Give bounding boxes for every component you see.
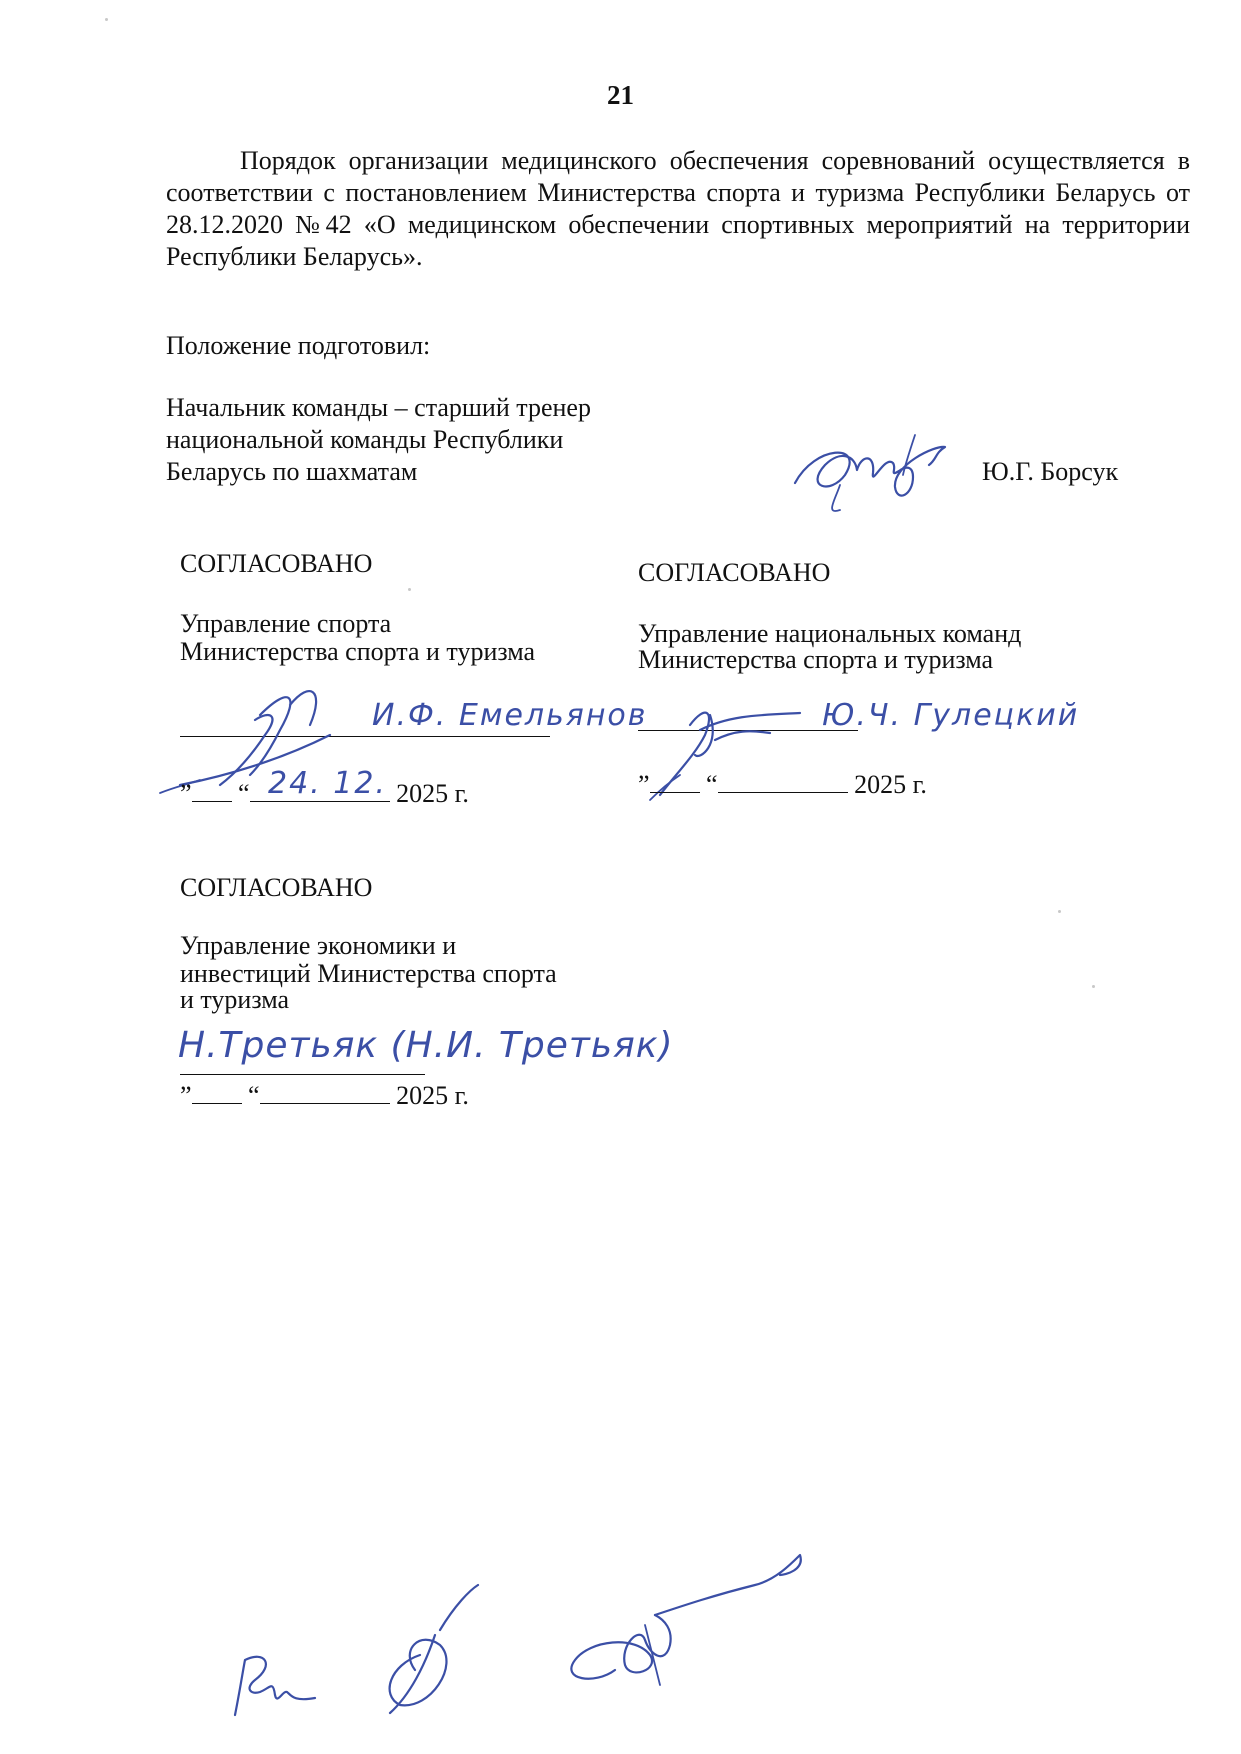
approval-2-label: СОГЛАСОВАНО <box>638 558 831 587</box>
scan-speck <box>105 18 108 21</box>
approval-3-org-line-2: инвестиций Министерства спорта <box>180 959 557 988</box>
prepared-position-line-3: Беларусь по шахматам <box>166 457 418 486</box>
approval-2-handwritten-name: Ю.Ч. Гулецкий <box>822 698 1080 733</box>
approval-1-label: СОГЛАСОВАНО <box>180 549 373 578</box>
prepared-position-line-1: Начальник команды – старший тренер <box>166 393 591 422</box>
approval-1-year: 2025 г. <box>396 779 469 808</box>
approval-3-year: 2025 г. <box>396 1081 469 1110</box>
scan-speck <box>1058 910 1061 913</box>
borsuk-signature <box>785 425 955 515</box>
approval-3-quote-close: “ <box>248 1081 260 1110</box>
intro-paragraph: Порядок организации медицинского обеспечения соревнований осуществляется в соответствии с постановлением Министерства спорта и туризма Республики Беларусь от 28.12.2020 №42 «О медицинском обеспечении спортивных мероприятий на территории Республики Беларусь». <box>166 146 1190 271</box>
scan-speck <box>408 588 411 591</box>
approval-3-date-row <box>180 1077 469 1112</box>
approval-1-quote-close: “ <box>238 779 250 808</box>
approval-3-signature-line <box>180 1074 425 1075</box>
approval-1-date-handwritten: 24. 12. <box>268 766 387 801</box>
approval-3-quote-open: ” <box>180 1081 192 1110</box>
approval-2-quote-open: ” <box>638 770 650 799</box>
approval-1-org-line-1: Управление спорта <box>180 609 392 638</box>
prepared-name: Ю.Г. Борсук <box>982 457 1119 486</box>
approval-3-org-line-3: и туризма <box>180 985 290 1014</box>
approval-3-handwritten-name: Н.Третьяк (Н.И. Третьяк) <box>178 1025 674 1066</box>
approval-2-org-line-2: Министерства спорта и туризма <box>638 645 994 674</box>
prepared-heading: Положение подготовил: <box>166 331 431 360</box>
bottom-signature-3 <box>555 1545 845 1705</box>
prepared-position-line-2: национальной команды Республики <box>166 425 564 454</box>
scan-speck <box>1092 985 1095 988</box>
approval-2-date-row <box>638 766 927 801</box>
approval-3-org-line-1: Управление экономики и <box>180 931 457 960</box>
approval-1-org-line-2: Министерства спорта и туризма <box>180 637 536 666</box>
approval-2-org-line-1: Управление национальных команд <box>638 619 1022 648</box>
approval-1-handwritten-name: И.Ф. Емельянов <box>372 698 648 733</box>
bottom-signature-2 <box>360 1575 490 1715</box>
approval-1-quote-open: ” <box>180 779 192 808</box>
approval-2-quote-close: “ <box>706 770 718 799</box>
bottom-signature-1 <box>225 1620 335 1720</box>
approval-2-year: 2025 г. <box>854 770 927 799</box>
approval-3-label: СОГЛАСОВАНО <box>180 873 373 902</box>
page-number: 21 <box>607 80 634 110</box>
